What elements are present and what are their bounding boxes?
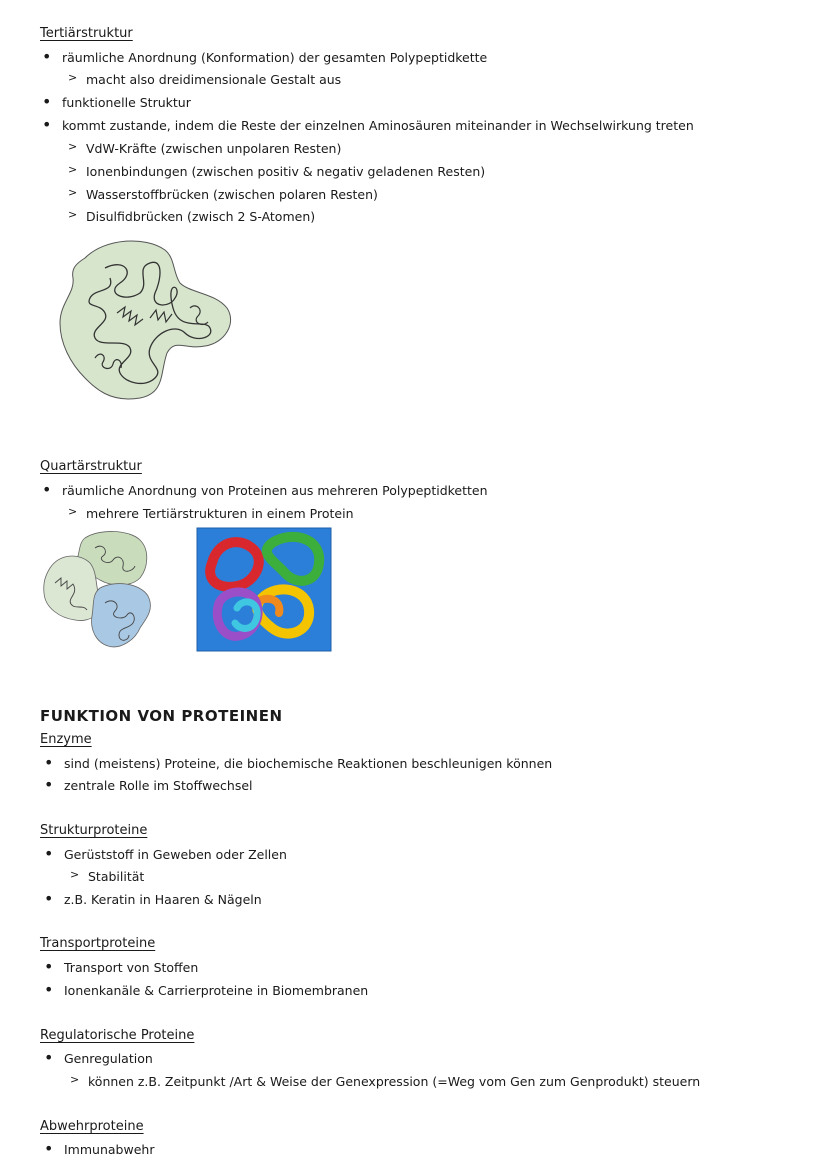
list-item: • Gerüststoff in Geweben oder Zellen bbox=[64, 847, 287, 862]
protein-blob-shape bbox=[60, 241, 231, 399]
function-title: FUNKTION VON PROTEINEN bbox=[40, 707, 283, 725]
list-subitem: > Disulfidbrücken (zwisch 2 S-Atomen) bbox=[86, 209, 315, 224]
list-item: • räumliche Anordnung von Proteinen aus mehreren Polypeptidketten bbox=[62, 483, 488, 498]
defense-heading: Abwehrproteine bbox=[40, 1119, 144, 1134]
quaternary-structure-illustration bbox=[40, 528, 155, 653]
regulatory-heading: Regulatorische Proteine bbox=[40, 1028, 195, 1043]
tertiary-heading: Tertiärstruktur bbox=[40, 26, 133, 41]
list-subitem: > können z.B. Zeitpunkt /Art & Weise der Genexpression (=Weg vom Gen zum Genprodukt) steuern bbox=[88, 1074, 700, 1089]
transport-heading: Transportproteine bbox=[40, 936, 156, 951]
list-subitem: > VdW-Kräfte (zwischen unpolaren Resten) bbox=[86, 141, 341, 156]
list-item: • funktionelle Struktur bbox=[62, 95, 191, 110]
enzymes-heading: Enzyme bbox=[40, 732, 92, 747]
list-subitem: > mehrere Tertiärstrukturen in einem Protein bbox=[86, 506, 354, 521]
subunit-blue bbox=[92, 584, 151, 647]
tertiary-structure-illustration bbox=[55, 238, 235, 403]
list-subitem: > Stabilität bbox=[88, 869, 144, 884]
list-item: • Transport von Stoffen bbox=[64, 960, 198, 975]
list-item: • Ionenkanäle & Carrierproteine in Biomembranen bbox=[64, 983, 368, 998]
list-subitem: > macht also dreidimensionale Gestalt aus bbox=[86, 72, 341, 87]
list-item: • sind (meistens) Proteine, die biochemische Reaktionen beschleunigen können bbox=[64, 756, 552, 771]
quaternary-heading: Quartärstruktur bbox=[40, 459, 142, 474]
list-item: • zentrale Rolle im Stoffwechsel bbox=[64, 778, 253, 793]
list-item: • räumliche Anordnung (Konformation) der gesamten Polypeptidkette bbox=[62, 50, 487, 65]
structural-heading: Strukturproteine bbox=[40, 823, 148, 838]
list-item: • z.B. Keratin in Haaren & Nägeln bbox=[64, 892, 262, 907]
list-subitem: > Wasserstoffbrücken (zwischen polaren Resten) bbox=[86, 187, 378, 202]
list-item: • Genregulation bbox=[64, 1051, 153, 1066]
list-item: • Immunabwehr bbox=[64, 1142, 154, 1157]
list-item: • kommt zustande, indem die Reste der einzelnen Aminosäuren miteinander in Wechselwirkung treten bbox=[62, 118, 694, 133]
list-subitem: > Ionenbindungen (zwischen positiv & negativ geladenen Resten) bbox=[86, 164, 485, 179]
protein-3d-image bbox=[197, 528, 331, 651]
